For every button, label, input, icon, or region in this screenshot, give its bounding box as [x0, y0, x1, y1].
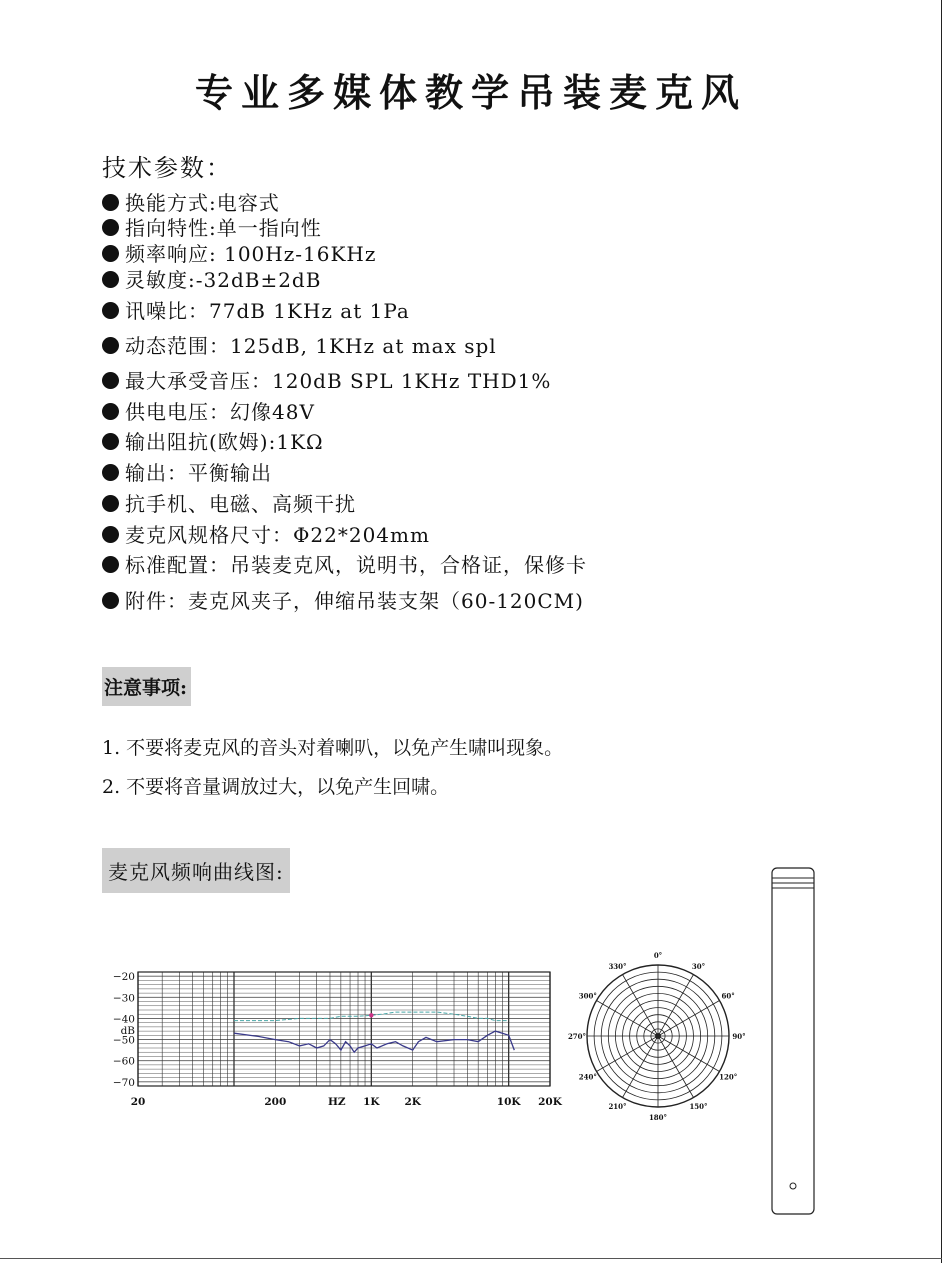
- notes-heading: 注意事项:: [102, 667, 191, 706]
- polar-angle-label: 90°: [732, 1032, 746, 1041]
- spec-text: 动态范围：125dB, 1KHz at max spl: [125, 334, 497, 358]
- x-tick-label: 2K: [404, 1096, 421, 1108]
- polar-angle-label: 210°: [608, 1102, 627, 1112]
- spec-text: 供电电压：幻像48V: [125, 400, 315, 424]
- spec-text: 麦克风规格尺寸：Φ22*204mm: [125, 523, 430, 547]
- spec-text: 抗手机、电磁、高频干扰: [125, 492, 356, 516]
- bullet-icon: [102, 433, 119, 450]
- bullet-icon: [102, 337, 119, 354]
- spec-text: 讯噪比：77dB 1KHz at 1Pa: [125, 299, 410, 323]
- spec-text: 输出阻抗(欧姆):1KΩ: [125, 430, 324, 454]
- spec-item: [102, 457, 272, 486]
- polar-angle-label: 240°: [578, 1072, 597, 1082]
- polar-angle-label: 330°: [608, 961, 627, 971]
- spec-item: [102, 365, 551, 394]
- polar-pattern-chart: [568, 952, 748, 1122]
- spec-item: [102, 212, 322, 241]
- polar-angle-label: 150°: [689, 1102, 708, 1112]
- spec-text: 标准配置：吊装麦克风，说明书，合格证，保修卡: [125, 553, 587, 577]
- note-item-2: 2. 不要将音量调放过大，以免产生回啸。: [102, 776, 450, 798]
- spec-item: [102, 519, 430, 548]
- polar-center: [655, 1033, 661, 1039]
- polar-angle-label: 300°: [578, 991, 597, 1001]
- x-tick-label: 200: [264, 1096, 287, 1108]
- bullet-icon: [102, 271, 119, 288]
- bullet-icon: [102, 592, 119, 609]
- y-tick-label: −60: [112, 1055, 135, 1068]
- polar-spoke: [597, 1036, 658, 1072]
- y-tick-label: −30: [112, 992, 135, 1005]
- bullet-icon: [102, 403, 119, 420]
- page-title: 专业多媒体教学吊装麦克风: [194, 70, 747, 115]
- spec-item: [102, 585, 584, 614]
- frequency-response-chart: [100, 962, 570, 1112]
- bullet-icon: [102, 245, 119, 262]
- spec-item: [102, 549, 587, 578]
- spec-item: [102, 488, 356, 517]
- bullet-icon: [102, 464, 119, 481]
- spec-item: [102, 238, 376, 267]
- response-curve: [234, 1031, 514, 1052]
- bullet-icon: [102, 556, 119, 573]
- polar-angle-label: 270°: [568, 1032, 587, 1041]
- microphone-screw-icon: [790, 1183, 796, 1189]
- spec-text: 输出：平衡输出: [125, 461, 272, 485]
- spec-text: 频率响应: 100Hz-16KHz: [125, 242, 377, 266]
- microphone-illustration: [770, 866, 820, 1218]
- note-item-1: 1. 不要将麦克风的音头对着喇叭，以免产生啸叫现象。: [102, 737, 564, 759]
- spec-text: 灵敏度:-32dB±2dB: [125, 268, 322, 292]
- microphone-body: [772, 868, 814, 1214]
- y-tick-label: −70: [112, 1076, 135, 1089]
- reference-marker: [369, 1013, 373, 1017]
- spec-text: 换能方式:电容式: [125, 191, 280, 215]
- bullet-icon: [102, 219, 119, 236]
- x-tick-label: HZ: [327, 1096, 346, 1108]
- bullet-icon: [102, 302, 119, 319]
- polar-angle-label: 120°: [719, 1072, 738, 1082]
- specs-heading: 技术参数：: [102, 154, 232, 182]
- spec-item: [102, 295, 410, 324]
- polar-angle-label: 60°: [721, 991, 735, 1001]
- y-tick-label: −50: [112, 1034, 135, 1047]
- x-tick-label: 20K: [538, 1096, 562, 1108]
- x-tick-label: 20: [130, 1096, 146, 1108]
- y-tick-label: −20: [112, 971, 135, 984]
- bullet-icon: [102, 194, 119, 211]
- bullet-icon: [102, 372, 119, 389]
- polar-spoke: [623, 975, 659, 1036]
- spec-item: [102, 330, 497, 359]
- spec-item: [102, 396, 315, 425]
- x-tick-label: 10K: [496, 1096, 521, 1108]
- polar-spoke: [658, 975, 694, 1036]
- spec-text: 最大承受音压：120dB SPL 1KHz THD1%: [125, 369, 552, 393]
- spec-item: [102, 426, 324, 455]
- spec-text: 附件：麦克风夹子，伸缩吊装支架（60-120CM): [125, 589, 584, 613]
- polar-spoke: [597, 1001, 658, 1037]
- polar-spoke: [658, 1036, 694, 1097]
- curve-heading: 麦克风频响曲线图:: [102, 848, 290, 893]
- polar-angle-label: 30°: [691, 961, 706, 971]
- polar-spoke: [623, 1036, 659, 1097]
- y-axis-label: dB: [120, 1025, 135, 1038]
- polar-spoke: [658, 1001, 719, 1037]
- x-tick-label: 1K: [363, 1096, 380, 1108]
- spec-item: [102, 264, 321, 293]
- bullet-icon: [102, 495, 119, 512]
- page-border-bottom: [0, 1258, 942, 1259]
- polar-angle-label: 0°: [653, 952, 663, 960]
- polar-angle-label: 180°: [648, 1113, 668, 1122]
- polar-spoke: [658, 1036, 719, 1072]
- y-tick-label: −40: [112, 1013, 135, 1026]
- spec-text: 指向特性:单一指向性: [125, 216, 322, 240]
- bullet-icon: [102, 526, 119, 543]
